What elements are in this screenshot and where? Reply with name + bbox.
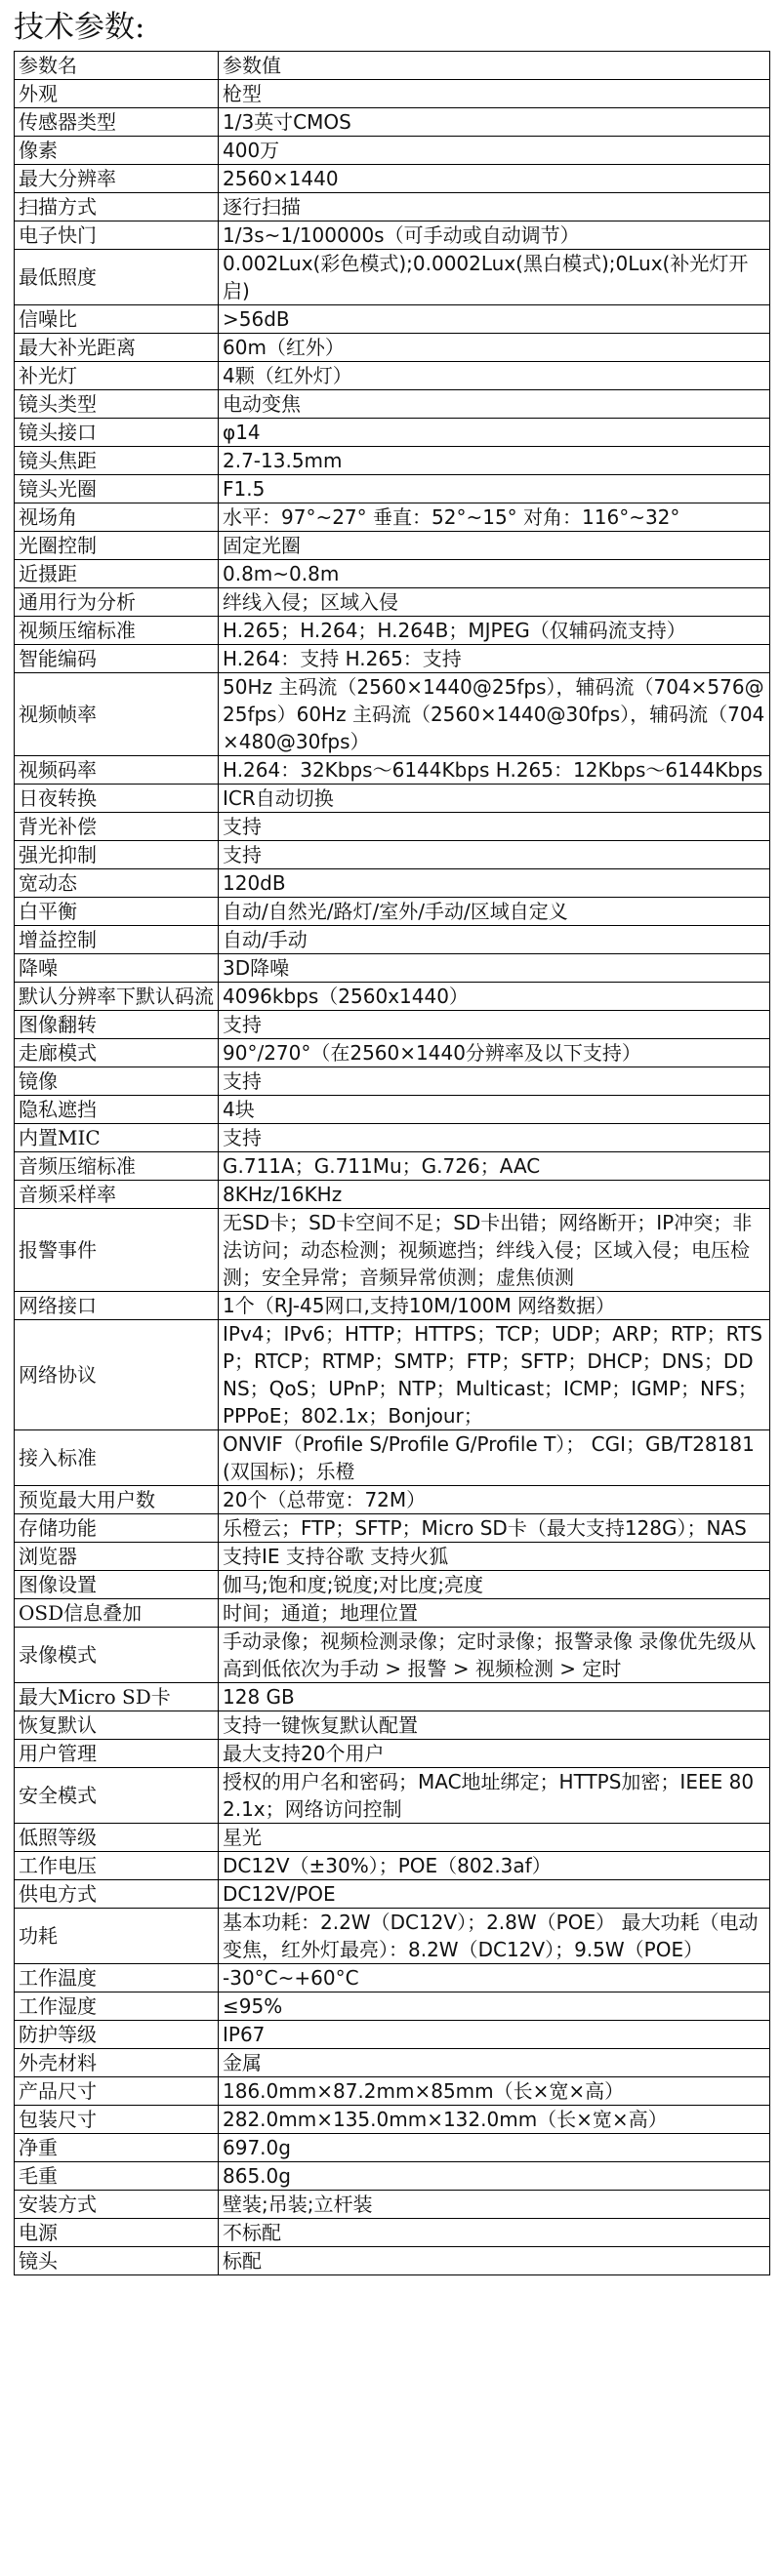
param-name: 预览最大用户数 [15, 1486, 219, 1514]
param-name: 音频压缩标准 [15, 1152, 219, 1181]
spec-table-body [15, 52, 770, 2275]
param-name: 音频采样率 [15, 1181, 219, 1209]
param-value: 支持 [219, 1011, 770, 1039]
table-row [15, 645, 770, 673]
table-row [15, 954, 770, 983]
param-name: 存储功能 [15, 1514, 219, 1543]
param-value: G.711A；G.711Mu；G.726；AAC [219, 1152, 770, 1181]
param-name: 降噪 [15, 954, 219, 983]
param-name: 报警事件 [15, 1209, 219, 1292]
table-row [15, 2219, 770, 2247]
table-row [15, 2162, 770, 2191]
param-name: 录像模式 [15, 1628, 219, 1683]
table-row [15, 2247, 770, 2275]
table-row [15, 1320, 770, 1430]
param-name: 镜头焦距 [15, 447, 219, 475]
param-name: 接入标准 [15, 1430, 219, 1486]
param-name: 电源 [15, 2219, 219, 2247]
table-row [15, 475, 770, 503]
param-value: 乐橙云；FTP；SFTP；Micro SD卡（最大支持128G）；NAS [219, 1514, 770, 1543]
table-row [15, 560, 770, 588]
table-row [15, 813, 770, 841]
param-name: 工作电压 [15, 1852, 219, 1880]
param-name: 毛重 [15, 2162, 219, 2191]
param-name: 通用行为分析 [15, 588, 219, 617]
param-value: 0.002Lux(彩色模式);0.0002Lux(黑白模式);0Lux(补光灯开启) [219, 250, 770, 305]
param-name: 电子快门 [15, 221, 219, 250]
param-name: 内置MIC [15, 1124, 219, 1152]
param-name: 供电方式 [15, 1880, 219, 1909]
table-row [15, 898, 770, 926]
param-value: DC12V/POE [219, 1880, 770, 1909]
param-name: 隐私遮挡 [15, 1096, 219, 1124]
param-value: 自动/自然光/路灯/室外/手动/区域自定义 [219, 898, 770, 926]
param-value: 枪型 [219, 80, 770, 108]
param-name: 最低照度 [15, 250, 219, 305]
param-value: 2.7-13.5mm [219, 447, 770, 475]
table-row [15, 926, 770, 954]
table-row [15, 1181, 770, 1209]
param-name: 走廊模式 [15, 1039, 219, 1067]
table-row [15, 1543, 770, 1571]
param-value: 20个（总带宽：72M） [219, 1486, 770, 1514]
param-name: 智能编码 [15, 645, 219, 673]
param-value: >56dB [219, 305, 770, 334]
param-value: 50Hz 主码流（2560×1440@25fps），辅码流（704×576@25fps）60Hz 主码流（2560×1440@30fps），辅码流（704×480@30fps） [219, 673, 770, 756]
table-row [15, 1571, 770, 1599]
table-row [15, 532, 770, 560]
param-value: 90°/270°（在2560×1440分辨率及以下支持） [219, 1039, 770, 1067]
table-row [15, 362, 770, 390]
param-name: 图像翻转 [15, 1011, 219, 1039]
param-value: 4096kbps（2560x1440） [219, 983, 770, 1011]
param-value: 3D降噪 [219, 954, 770, 983]
param-name: 最大补光距离 [15, 334, 219, 362]
param-name: 增益控制 [15, 926, 219, 954]
table-row [15, 2106, 770, 2134]
table-row [15, 1152, 770, 1181]
param-value: F1.5 [219, 475, 770, 503]
param-name: 近摄距 [15, 560, 219, 588]
param-value: 8KHz/16KHz [219, 1181, 770, 1209]
table-row [15, 1909, 770, 1964]
table-row [15, 1824, 770, 1852]
table-row [15, 673, 770, 756]
param-value: 186.0mm×87.2mm×85mm（长×宽×高） [219, 2077, 770, 2106]
table-row [15, 1852, 770, 1880]
param-name: 日夜转换 [15, 785, 219, 813]
table-row [15, 1628, 770, 1683]
param-value: 支持IE 支持谷歌 支持火狐 [219, 1543, 770, 1571]
param-name: 用户管理 [15, 1740, 219, 1768]
param-name: 视场角 [15, 503, 219, 532]
param-name: 低照等级 [15, 1824, 219, 1852]
param-name: 浏览器 [15, 1543, 219, 1571]
table-row [15, 1011, 770, 1039]
table-row [15, 841, 770, 869]
param-name: 图像设置 [15, 1571, 219, 1599]
param-name: 视频压缩标准 [15, 617, 219, 645]
param-value: 手动录像；视频检测录像；定时录像；报警录像 录像优先级从高到低依次为手动 > 报警 > 视频检测 > 定时 [219, 1628, 770, 1683]
spec-table [14, 51, 770, 2275]
table-row [15, 503, 770, 532]
param-value: 128 GB [219, 1683, 770, 1711]
table-row [15, 1514, 770, 1543]
param-name: 安全模式 [15, 1768, 219, 1824]
param-value: 伽马;饱和度;锐度;对比度;亮度 [219, 1571, 770, 1599]
param-value: IPv4；IPv6；HTTP；HTTPS；TCP；UDP；ARP；RTP；RTSP；RTCP；RTMP；SMTP；FTP；SFTP；DHCP；DNS；DDNS；QoS；UPnP；NTP；Multicast；ICMP；IGMP；NFS；PPPoE；802.1x；Bonjour； [219, 1320, 770, 1430]
table-row [15, 1711, 770, 1740]
param-value: 支持 [219, 841, 770, 869]
param-value: 无SD卡；SD卡空间不足；SD卡出错；网络断开；IP冲突；非法访问；动态检测；视频遮挡；绊线入侵；区域入侵；电压检测；安全异常；音频异常侦测；虚焦侦测 [219, 1209, 770, 1292]
header-param-value: 参数值 [219, 52, 770, 80]
param-value: 1/3s~1/100000s（可手动或自动调节） [219, 221, 770, 250]
table-row [15, 80, 770, 108]
param-value: 支持 [219, 1067, 770, 1096]
table-row [15, 1768, 770, 1824]
param-value: 4块 [219, 1096, 770, 1124]
param-value: 120dB [219, 869, 770, 898]
param-value: 支持 [219, 1124, 770, 1152]
param-name: 强光抑制 [15, 841, 219, 869]
table-row [15, 2077, 770, 2106]
table-row [15, 390, 770, 419]
table-row [15, 334, 770, 362]
table-row [15, 2191, 770, 2219]
param-name: 恢复默认 [15, 1711, 219, 1740]
param-value: 绊线入侵；区域入侵 [219, 588, 770, 617]
param-name: 视频码率 [15, 756, 219, 785]
table-row [15, 2134, 770, 2162]
table-row [15, 1209, 770, 1292]
header-param-name: 参数名 [15, 52, 219, 80]
param-value: 60m（红外） [219, 334, 770, 362]
param-name: 净重 [15, 2134, 219, 2162]
param-name: 扫描方式 [15, 193, 219, 221]
table-row [15, 250, 770, 305]
param-name: 宽动态 [15, 869, 219, 898]
param-value: IP67 [219, 2021, 770, 2049]
table-row [15, 1964, 770, 1992]
param-value: 时间；通道；地理位置 [219, 1599, 770, 1628]
param-name: 工作湿度 [15, 1992, 219, 2021]
param-value: ≤95% [219, 1992, 770, 2021]
param-value: 支持一键恢复默认配置 [219, 1711, 770, 1740]
param-name: 产品尺寸 [15, 2077, 219, 2106]
table-row [15, 193, 770, 221]
param-value: 不标配 [219, 2219, 770, 2247]
table-row [15, 1124, 770, 1152]
param-name: 网络协议 [15, 1320, 219, 1430]
table-row [15, 1067, 770, 1096]
param-name: 安装方式 [15, 2191, 219, 2219]
param-value: 400万 [219, 137, 770, 165]
param-name: 白平衡 [15, 898, 219, 926]
table-row [15, 756, 770, 785]
param-value: -30°C~+60°C [219, 1964, 770, 1992]
param-value: 4颗（红外灯） [219, 362, 770, 390]
param-name: 镜头 [15, 2247, 219, 2275]
param-value: 水平：97°~27° 垂直：52°~15° 对角：116°~32° [219, 503, 770, 532]
param-name: 最大分辨率 [15, 165, 219, 193]
table-row [15, 617, 770, 645]
table-row [15, 1096, 770, 1124]
param-value: 2560×1440 [219, 165, 770, 193]
param-name: 外壳材料 [15, 2049, 219, 2077]
param-value: ONVIF（Profile S/Profile G/Profile T）； CGI；GB/T28181(双国标)；乐橙 [219, 1430, 770, 1486]
table-row [15, 1486, 770, 1514]
param-name: 外观 [15, 80, 219, 108]
param-value: 固定光圈 [219, 532, 770, 560]
table-row [15, 785, 770, 813]
param-value: H.264：支持 H.265：支持 [219, 645, 770, 673]
param-name: 镜头类型 [15, 390, 219, 419]
param-value: 星光 [219, 1824, 770, 1852]
param-value: 授权的用户名和密码；MAC地址绑定；HTTPS加密；IEEE 802.1x；网络访问控制 [219, 1768, 770, 1824]
table-row [15, 588, 770, 617]
param-name: 镜头光圈 [15, 475, 219, 503]
table-row [15, 221, 770, 250]
page-title: 技术参数: [14, 10, 145, 45]
table-row [15, 1740, 770, 1768]
param-value: 电动变焦 [219, 390, 770, 419]
param-value: 金属 [219, 2049, 770, 2077]
param-value: H.264：32Kbps～6144Kbps H.265：12Kbps～6144Kbps [219, 756, 770, 785]
param-value: 697.0g [219, 2134, 770, 2162]
param-name: 光圈控制 [15, 532, 219, 560]
table-row [15, 1039, 770, 1067]
param-name: 防护等级 [15, 2021, 219, 2049]
param-value: 最大支持20个用户 [219, 1740, 770, 1768]
param-name: OSD信息叠加 [15, 1599, 219, 1628]
param-name: 工作温度 [15, 1964, 219, 1992]
param-value: 基本功耗：2.2W（DC12V）；2.8W（POE） 最大功耗（电动变焦，红外灯最亮）：8.2W（DC12V）；9.5W（POE） [219, 1909, 770, 1964]
table-row [15, 2049, 770, 2077]
param-name: 包装尺寸 [15, 2106, 219, 2134]
param-value: 1个（RJ-45网口,支持10M/100M 网络数据） [219, 1292, 770, 1320]
table-row [15, 137, 770, 165]
param-value: 标配 [219, 2247, 770, 2275]
param-value: 壁装;吊装;立杆装 [219, 2191, 770, 2219]
param-name: 传感器类型 [15, 108, 219, 137]
table-row [15, 2021, 770, 2049]
param-value: 1/3英寸CMOS [219, 108, 770, 137]
param-name: 最大Micro SD卡 [15, 1683, 219, 1711]
table-row [15, 1880, 770, 1909]
table-row [15, 983, 770, 1011]
table-row [15, 108, 770, 137]
param-name: 背光补偿 [15, 813, 219, 841]
table-row [15, 447, 770, 475]
param-value: 282.0mm×135.0mm×132.0mm（长×宽×高） [219, 2106, 770, 2134]
param-value: 逐行扫描 [219, 193, 770, 221]
table-row [15, 1430, 770, 1486]
table-row [15, 869, 770, 898]
param-name: 功耗 [15, 1909, 219, 1964]
table-header-row [15, 52, 770, 80]
table-row [15, 165, 770, 193]
param-name: 补光灯 [15, 362, 219, 390]
table-row [15, 419, 770, 447]
param-name: 镜像 [15, 1067, 219, 1096]
param-name: 像素 [15, 137, 219, 165]
param-name: 视频帧率 [15, 673, 219, 756]
table-row [15, 1683, 770, 1711]
param-name: 镜头接口 [15, 419, 219, 447]
table-row [15, 305, 770, 334]
param-name: 默认分辨率下默认码流 [15, 983, 219, 1011]
param-value: 0.8m~0.8m [219, 560, 770, 588]
param-value: 自动/手动 [219, 926, 770, 954]
table-row [15, 1292, 770, 1320]
table-row [15, 1992, 770, 2021]
param-value: H.265；H.264；H.264B；MJPEG（仅辅码流支持） [219, 617, 770, 645]
param-name: 信噪比 [15, 305, 219, 334]
table-row [15, 1599, 770, 1628]
param-value: 支持 [219, 813, 770, 841]
param-value: φ14 [219, 419, 770, 447]
param-name: 网络接口 [15, 1292, 219, 1320]
param-value: ICR自动切换 [219, 785, 770, 813]
param-value: 865.0g [219, 2162, 770, 2191]
param-value: DC12V（±30%）；POE（802.3af） [219, 1852, 770, 1880]
